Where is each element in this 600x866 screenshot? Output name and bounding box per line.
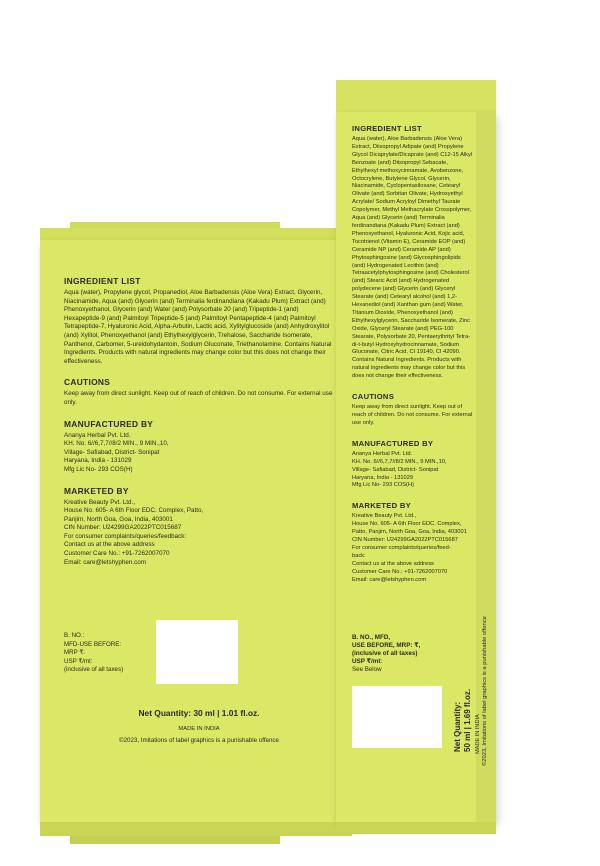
right-see-below: See Below	[352, 666, 382, 673]
right-copyright: ©2023, Imitations of label graphics is a punishable offence	[482, 616, 488, 766]
right-batch-line: USP ₹/ml:	[352, 658, 383, 665]
right-marketed-line: Kreative Beauty Pvt. Ltd.,	[352, 513, 417, 520]
left-cautions-section	[64, 377, 334, 407]
left-manufactured-line: Mfg Lic No- 293 COS(H)	[64, 465, 133, 473]
left-made-in: MADE IN INDIA	[178, 726, 220, 732]
left-manufactured-heading: MANUFACTURED BY	[64, 418, 154, 429]
left-batch-info	[64, 632, 152, 675]
right-ingredients-text: Aqua (water), Aloe Barbadensis (Aloe Vera) Extract, Diisopropyl Adipate (and) Propylene Glycol Dicaprylate/Dicaprate (and) C12-15 Alkyl Benzoate (and) Diisopropyl Sebacate, Ethylhexyl methoxycinnamate, Avobenzone, Octocrylene, Butylene Glycol, Glycerin, Niacinamide, Cyclopentasiloxane, Cetearyl Olivate (and) Sorbitan Olivate, Hydroxyethyl Acrylate/ Sodium Acryloyl Dimethyl Taurate Copolymer, Methyl Methacrylate Crosspolymer, Aqua (and) Glycerin (and) Terminalia ferdinandiana (Kakadu Plum) Extract (and) Phenoxyethanol, Hyaluronic Acid, Kojic acid, Tocotrienol (Vitamin E), Ceramide EOP (and) Ceramide NP (and) Ceramide AP (and) Phytosphingosine (and) Glycosphingolipids (and) Hydrogenated Lecithin (and) Tetraacetylphytosphingosine (and) Cholesterol (and) Stearic Acid (and) Hydrogenated polydecene (and) Glycerin (and) Glyceryl Stearate (and) Cetearyl alcohol (and) 1,2-Hexanediol (and) Xanthan gum (and) Water, Titanium Dioxide, Phenoxyethanol (and) Ethylhexylglycerin, Saccharide Isomerate, Zinc Oxide, Glyceryl Stearate (and) PEG-100 Stearate, Polysorbate 20, Pentaerythrityl Tetra-di-t-butyl Hydroxyhydrocinnamate, Sodium Gluconate, Citric Acid, CI 19140, CI 42090. Contains Natural Ingredients. Products with natural ingredients may change color but this does not change their effectiveness.	[352, 136, 473, 380]
left-cautions-heading: CAUTIONS	[64, 377, 111, 388]
right-made-in: MADE IN INDIA	[475, 714, 481, 754]
right-marketed-section	[352, 501, 474, 584]
left-box-label	[64, 276, 334, 578]
left-batch-print-panel	[156, 620, 238, 684]
left-ingredients-heading: INGREDIENT LIST	[64, 276, 141, 286]
right-box-bottom	[336, 822, 496, 834]
right-manufactured-section	[352, 439, 474, 491]
left-box-bottom-flap-inner	[70, 836, 280, 844]
right-batch-info	[352, 634, 474, 675]
left-manufactured-line: Ananya Herbal Pvt. Ltd.	[64, 431, 131, 439]
right-cautions-text: Keep away from direct sunlight. Keep out of reach of children. Do not consume. For external use only.	[352, 404, 473, 426]
left-marketed-line: For consumer complaints/queries/feedback:	[64, 532, 187, 540]
right-net-quantity	[453, 689, 472, 752]
right-batch-line: B. NO., MFD,	[352, 634, 391, 641]
right-batch-line: USE BEFORE, MRP: ₹,	[352, 642, 421, 649]
right-net-quantity-label: Net Quantity:	[453, 701, 462, 752]
right-batch-line: (inclusive of all taxes)	[352, 650, 418, 657]
left-marketed-heading: MARKETED BY	[64, 485, 129, 496]
left-manufactured-line: Haryana, India - 131029	[64, 457, 132, 465]
right-box-top	[336, 80, 496, 114]
right-manufactured-heading: MANUFACTURED BY	[352, 438, 434, 448]
right-manufactured-line: Haryana, India - 131029	[352, 474, 414, 481]
right-batch-print-panel	[352, 686, 442, 748]
left-marketed-line: Kreative Beauty Pvt. Ltd.,	[64, 498, 136, 506]
right-marketed-line: For consumer complaints/queries/feed-	[352, 544, 451, 551]
right-marketed-heading: MARKETED BY	[352, 501, 411, 511]
right-manufactured-line: Ananya Herbal Pvt. Ltd.	[352, 450, 413, 457]
right-marketed-line: Contact us at the above address	[352, 560, 434, 567]
right-marketed-line: House No. 605- A 6th Floor EDC. Complex,	[352, 521, 462, 528]
left-batch-line: USP ₹/ml:	[64, 657, 93, 665]
left-manufactured-line: Village- Safiabad, District- Sonipat	[64, 448, 160, 456]
left-manufactured-line: KH. No. 6//6,7,7//8/2 MIN., 9 MIN.,10,	[64, 440, 169, 448]
right-cautions-heading: CAUTIONS	[352, 392, 395, 402]
right-manufactured-line: KH. No. 6//6,7,7//8/2 MIN., 9 MIN.,10,	[352, 458, 447, 465]
right-marketed-line: back:	[352, 552, 366, 559]
right-manufactured-line: Village- Safiabad, District- Sonipat	[352, 466, 439, 473]
left-marketed-line: House No. 605- A 6th Floor EDC. Complex, Patto,	[64, 507, 204, 515]
left-batch-line: (inclusive of all taxes)	[64, 666, 124, 674]
left-box-bottom-flap	[40, 822, 352, 836]
left-batch-line: MRP ₹:	[64, 649, 86, 657]
right-cautions-section	[352, 392, 474, 428]
right-marketed-line: Email: care@letshyphen.com	[352, 576, 427, 583]
right-marketed-line: CIN Number: U24299GA2022PTC015687	[352, 537, 458, 544]
right-net-quantity-value: 50 ml | 1.69 fl.oz.	[462, 688, 472, 752]
left-marketed-line: Customer Care No.: +91-7262007070	[64, 550, 170, 558]
left-batch-line: MFD-USE BEFORE:	[64, 640, 122, 648]
right-ingredients-heading: INGREDIENT LIST	[352, 124, 422, 133]
left-marketed-line: Contact us at the above address	[64, 541, 155, 549]
left-marketed-line: Panjim, North Goa, Goa, India, 403001	[64, 515, 173, 523]
right-manufactured-line: Mfg Lic No- 293 COS(H)	[352, 482, 414, 489]
right-marketed-line: Patto, Panjim, North Goa, Goa, India, 403001	[352, 529, 467, 536]
left-marketed-line: CIN Number: U24299GA2022PTC015687	[64, 524, 182, 532]
left-ingredients-section	[64, 276, 334, 366]
left-manufactured-section	[64, 419, 334, 475]
left-marketed-line: Email: care@letshyphen.com	[64, 558, 146, 566]
left-cautions-text: Keep away from direct sunlight. Keep out of reach of children. Do not consume. For external use only.	[64, 390, 333, 406]
left-batch-line: B. NO.:	[64, 632, 85, 639]
right-ingredients-section	[352, 124, 474, 381]
left-net-quantity: Net Quantity: 30 ml | 1.01 fl.oz.	[138, 708, 260, 718]
right-marketed-line: Customer Care No.: +91-7262007070	[352, 568, 448, 575]
left-marketed-section	[64, 486, 334, 568]
left-ingredients-text: Aqua (water), Propylene glycol, Propanediol, Aloe Barbadensis (Aloe Vera) Extract, Glycerin, Niacinamide, Aqua (and) Glycerin (and) Terminalia ferdinandiana (Kakadu Plum) Extract (and) Phenoxyethanol, Glycerin (and) Water (and) Polysorbate 20 (and) Tripeptide-1 (and) Hexapeptide-9 (and) Palmitoyl Tripeptide-5 (and) Palmitoyl Pentapeptide-4 (and) Palmitoyl Tetrapeptide-7, Hyaluronic Acid, Alpha-Arbutin, Lactic acid, Xylitylglucoside (and) Anhydroxylitol (and) Xylitol, Phenoxyethanol (and) Ethylhexylglycerin, Trehalose, Saccharide Isomerate, Panthenol, Carbomer, 5-ureidohydantoin, Sodium Gluconate, Triethanolamine. Contains Natural Ingredients. Products with natural ingredients may change color but this does not change their effectiveness.	[64, 289, 332, 365]
left-copyright: ©2023, Imitations of label graphics is a punishable offence	[119, 737, 279, 744]
right-box-label	[352, 124, 474, 596]
